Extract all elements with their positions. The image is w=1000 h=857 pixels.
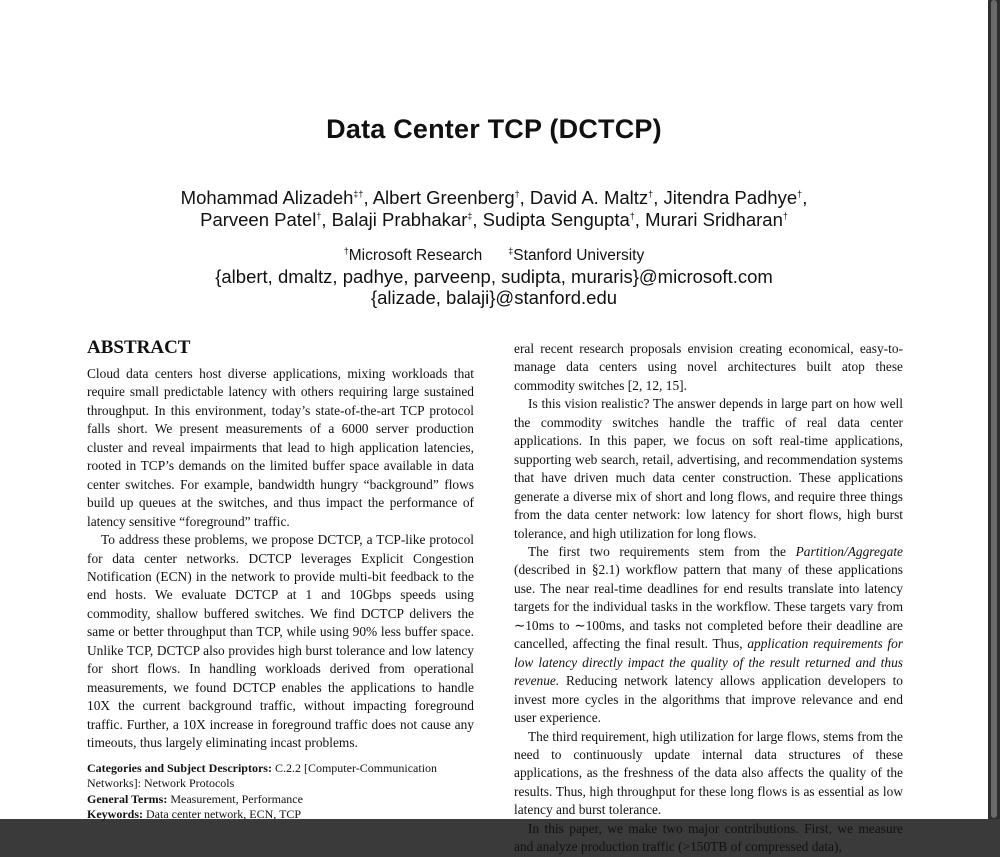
email-line: {alizade, balaji}@stanford.edu (370, 287, 618, 308)
author-name: David A. Maltz (529, 187, 649, 208)
author-line-2: Parveen Patel†, Balaji Prabhakar‡, Sudipta Sengupta†, Murari Sridharan† (200, 209, 788, 230)
keywords-line (87, 807, 474, 823)
affiliation-mark: ‡ (508, 245, 514, 256)
author-list (0, 187, 988, 231)
author-emails (0, 266, 988, 308)
body-paragraph: eral recent research proposals envision creating economical, easy-to-manage data centers using novel architectures built atop these commodity switches [2, 12, 15]. (514, 341, 903, 393)
body-paragraph: In this paper, we make two major contributions. First, we measure and analyze production traffic (>150TB of compressed data), (514, 820, 903, 855)
keywords-value: Data center network, ECN, TCP (146, 807, 302, 822)
general-terms-line (87, 792, 474, 808)
affiliation-name: Microsoft Research (348, 247, 483, 264)
affiliation-mark: † (782, 210, 788, 221)
affiliation-mark: ‡ (467, 210, 473, 221)
categories-value: C.2.2 [Computer-Communication Networks]: Network Protocols (87, 760, 438, 791)
author-name: Mohammad Alizadeh (180, 187, 354, 208)
abstract-paragraph: To address these problems, we propose DCTCP, a TCP-like protocol for data center networks. DCTCP leverages Explicit Congestion Notification (ECN) in the network to provide multi-bit feedback to the end hosts. We evaluate DCTCP at 1 and 10Gbps speeds using commodity, shallow buffered switches. We find DCTCP delivers the same or better throughput than TCP, while using 90% less buffer space. Unlike TCP, DCTCP also provides high burst tolerance and low latency for short flows. In handling workloads derived from operational measurements, we found DCTCP enables the applications to handle 10X the current background traffic, without impacting foreground traffic. Further, a 10X increase in foreground traffic does not cause any timeouts, thus largely eliminating incast problems. (87, 532, 474, 751)
emphasis-text: Partition/Aggregate (795, 543, 903, 559)
email-line: {albert, dmaltz, padhye, parveenp, sudipta, muraris}@microsoft.com (215, 266, 773, 287)
affiliation-mark: † (514, 188, 520, 199)
affiliation-name: Stanford University (513, 247, 645, 264)
author-name: Jitendra Padhye (663, 187, 798, 208)
body-paragraph: The third requirement, high utilization for large flows, stems from the need to continuously update internal data structures of these applications, as the freshness of the data also affects the quality of the results. Thus, high throughput for these long flows is as essential as low latency and burst tolerance. (514, 728, 903, 818)
author-line-1: Mohammad Alizadeh‡†, Albert Greenberg†, David A. Maltz†, Jitendra Padhye†, (180, 187, 808, 208)
author-name: Sudipta Sengupta (482, 209, 630, 230)
author-name: Murari Sridharan (645, 209, 783, 230)
author-name: Balaji Prabhakar (331, 209, 468, 230)
abstract-paragraph: Cloud data centers host diverse applications, mixing workloads that require small predictable latency with others requiring large sustained throughput. In this environment, today’s state-of-the-art TCP protocol falls short. We present measurements of a 6000 server production cluster and reveal impairments that lead to high application latencies, rooted in TCP’s demands on the limited buffer space available in data center switches. For example, bandwidth hungry “background” flows build up queues at the switches, and thus impact the performance of latency sensitive “foreground” traffic. (87, 366, 474, 529)
categories-line (87, 761, 474, 792)
affiliation-mark: † (316, 210, 322, 221)
body-paragraph: The first two requirements stem from the Partition/Aggregate (described in §2.1) workflow pattern that many of these applications use. The near real-time deadlines for end results translate into latency targets for the individual tasks in the workflow. These targets vary from ∼10ms to ∼100ms, and tasks not completed before their deadline are cancelled, affecting the final result. Thus, application requirements for low latency directly impact the quality of the result returned and thus revenue. Reducing network latency allows application developers to invest more cycles in the algorithms that improve relevance and end user experience. (514, 543, 903, 726)
emphasis-text: application requirements for low latency directly impact the quality of the result returned and thus revenue. (514, 636, 903, 689)
categories-label: Categories and Subject Descriptors: (87, 760, 272, 775)
vertical-scrollbar[interactable] (988, 0, 1000, 819)
right-column (514, 340, 903, 857)
general-terms-value: Measurement, Performance (170, 791, 303, 806)
author-name: Albert Greenberg (372, 187, 515, 208)
body-paragraph: Is this vision realistic? The answer depends in large part on how well the commodity switches handle the traffic of real data center applications. In this paper, we focus on soft real-time applications, supporting web search, retail, advertising, and recommendation systems that have driven much data center construction. These applications generate a diverse mix of short and long flows, and require three things from the data center network: low latency for short flows, high burst tolerance, and high utilization for long flows. (514, 396, 903, 541)
general-terms-label: General Terms: (87, 791, 168, 806)
affiliation-mark: † (343, 245, 349, 256)
author-name: Parveen Patel (200, 209, 317, 230)
affiliation-mark: ‡† (353, 188, 364, 199)
affiliations (0, 247, 988, 265)
scrollbar-thumb[interactable] (991, 0, 997, 818)
affiliation-mark: † (629, 210, 635, 221)
affiliation-mark: † (797, 188, 803, 199)
affiliation-mark: † (648, 188, 654, 199)
keywords-label: Keywords: (87, 807, 143, 822)
paper-metadata (87, 761, 474, 823)
left-column (87, 337, 474, 823)
abstract-heading: ABSTRACT (87, 337, 191, 358)
paper-title: Data Center TCP (DCTCP) (326, 114, 662, 144)
